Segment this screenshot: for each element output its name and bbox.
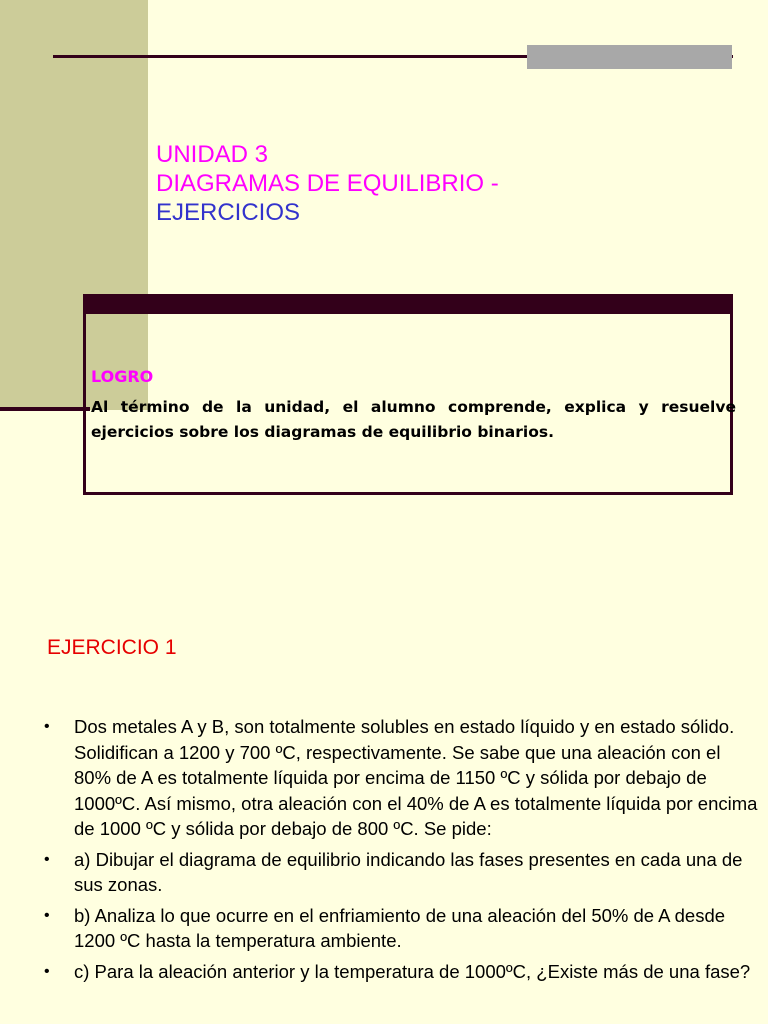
slide-title — [156, 140, 499, 227]
bullet-text: a) Dibujar el diagrama de equilibrio indicando las fases presentes en cada una de sus zonas. — [74, 848, 743, 895]
top-grey-bar — [527, 45, 732, 69]
bullet-item — [44, 714, 759, 842]
logro-text: Al término de la unidad, el alumno comprende, explica y resuelve ejercicios sobre los diagramas de equilibrio binarios. — [91, 398, 736, 441]
title-line-3: EJERCICIOS — [156, 199, 301, 226]
bullet-dot-icon: • — [44, 850, 50, 868]
bullet-dot-icon: • — [44, 962, 50, 980]
logro-label: LOGRO — [91, 367, 154, 386]
exercise-bullet-list — [44, 714, 759, 989]
logro-box — [83, 294, 736, 495]
bullet-dot-icon: • — [44, 906, 50, 924]
logro-box-header-band — [86, 297, 730, 314]
bullet-item — [44, 903, 759, 954]
bullet-item — [44, 959, 759, 985]
left-rule — [0, 407, 90, 411]
bullet-item — [44, 847, 759, 898]
bullet-dot-icon: • — [44, 718, 50, 735]
title-line-2: DIAGRAMAS DE EQUILIBRIO - — [156, 170, 499, 197]
title-line-1: UNIDAD 3 — [156, 141, 269, 168]
bullet-text: Dos metales A y B, son totalmente solubles en estado líquido y en estado sólido. Solidifican a 1200 y 700 ºC, respectivamente. Se sabe que una aleación con el 80% de A es totalmente líquida por encima de 1150 ºC y sólida por debajo de 1000ºC. Así mismo, otra aleación con el 40% de A es totalmente líquida por encima de 1000 ºC y sólida por debajo de 800 ºC. Se pide: — [74, 716, 758, 839]
exercise-title: EJERCICIO 1 — [47, 636, 177, 659]
bullet-text: c) Para la aleación anterior y la temperatura de 1000ºC, ¿Existe más de una fase? — [74, 960, 751, 982]
bullet-text: b) Analiza lo que ocurre en el enfriamiento de una aleación del 50% de A desde 1200 ºC hasta la temperatura ambiente. — [74, 904, 726, 951]
